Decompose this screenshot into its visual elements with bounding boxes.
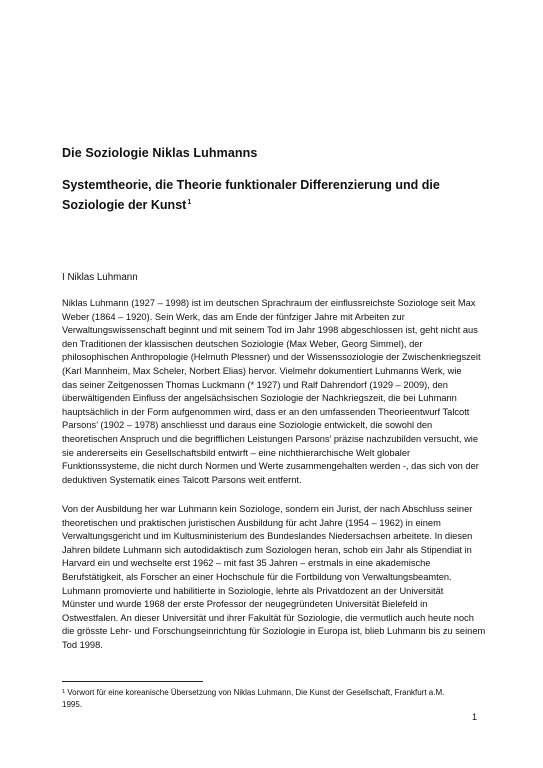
paragraph-line: überwältigenden Einfluss der angelsächsischen Soziologie der Nachkriegszeit, die bei Luhmann — [62, 393, 457, 404]
footnote-divider — [62, 681, 203, 682]
paragraph-line: das seiner Zeitgenossen Thomas Luckmann (* 1927) und Ralf Dahrendorf (1929 – 2009), den — [62, 379, 448, 390]
paragraph-line: Niklas Luhmann (1927 – 1998) ist im deutschen Sprachraum der einflussreichste Soziologe seit Max — [62, 298, 476, 308]
paragraph-2 — [62, 503, 487, 653]
paragraph-line: Verwaltungsgericht und im Kultusministerium des Bundeslandes Niedersachsen arbeitete. In diesen — [62, 531, 473, 542]
paragraph-line: (Karl Mannheim, Max Scheler, Norbert Elias) hervor. Vielmehr dokumentiert Luhmanns Werk, wie — [62, 365, 462, 376]
paragraph-line: den Traditionen der klassischen deutschen Soziologie (Max Weber, Georg Simmel), der — [62, 338, 423, 349]
paragraph-line: Luhmann promovierte und habilitierte in Soziologie, lehrte als Privatdozent an der Universität — [62, 585, 444, 596]
paragraph-line: die grösste Lehr- und Forschungseinrichtung für Soziologie in Europa ist, blieb Luhmann bis zu seinem — [62, 626, 486, 637]
footnote — [62, 687, 502, 710]
paragraph-line: theoretischen und praktischen juristischen Ausbildung für acht Jahre (1954 – 1962) in einem — [62, 517, 441, 528]
footnote-text: Vorwort für eine koreanische Übersetzung von Niklas Luhmann, Die Kunst der Gesellschaft, Frankfurt a.M. — [65, 688, 445, 697]
paragraph-line: theoretischen Anspruch und die begrifflichen Leistungen Parsons’ präzise nachzubilden versucht, wie — [62, 433, 479, 444]
paragraph-line: Berufstätigkeit, als Forscher an einer Hochschule für die Fortbildung von Verwaltungsbeamten. — [62, 571, 452, 582]
paragraph-line: Weber (1864 – 1920). Sein Werk, das am Ende der fünfziger Jahre mit Arbeiten zur — [62, 311, 405, 322]
paragraph-line: Verwaltungswissenschaft beginnt und mit seinem Tod im Jahr 1998 abgeschlossen ist, geht nicht aus — [62, 325, 478, 336]
document-subtitle — [62, 175, 482, 215]
paragraph-line: Münster und wurde 1968 der erste Professor der neugegründeten Universität Bielefeld in — [62, 599, 428, 610]
footnote-marker: 1 — [62, 689, 66, 695]
paragraph-line: Parsons’ (1902 – 1978) anschliesst und daraus eine Soziologie entwickelt, die sowohl den — [62, 420, 433, 431]
footnote-reference[interactable]: 1 — [187, 199, 192, 206]
paragraph-line: Jahren bildete Luhmann sich autodidaktisch zum Soziologen heran, schob ein Jahr als Stipendiat in — [62, 544, 472, 555]
paragraph-1 — [62, 297, 487, 487]
subtitle-text: Systemtheorie, die Theorie funktionaler Differenzierung und die Soziologie der Kunst — [62, 178, 440, 212]
paragraph-line: Von der Ausbildung her war Luhmann kein Soziologe, sondern ein Jurist, der nach Abschluss seiner — [62, 504, 473, 514]
document-title: Die Soziologie Niklas Luhmanns — [62, 146, 258, 160]
paragraph-line: philosophischen Anthropologie (Helmuth Plessner) und der Wissenssoziologie der Zwischenkriegszeit — [62, 352, 481, 363]
paragraph-line: deduktiven Systematik eines Talcott Parsons weit entfernt. — [62, 474, 302, 485]
footnote-text-continued: 1995. — [62, 699, 83, 709]
paragraph-line: Ostwestfalen. An dieser Universität und ihrer Fakultät für Soziologie, die vermutlich auch heute noch — [62, 612, 474, 623]
paragraph-line: Tod 1998. — [62, 639, 103, 650]
section-heading: I Niklas Luhmann — [62, 272, 138, 283]
paragraph-line: Funktionssysteme, die nicht durch Normen und Werte zusammengehalten werden -, das sich von der — [62, 461, 479, 472]
paragraph-line: sie andererseits ein Gesellschaftsbild entwirft – eine nichthierarchische Welt globaler — [62, 447, 411, 458]
paragraph-line: Harvard ein und wechselte erst 1962 – mit fast 35 Jahren – erstmals in eine akademische — [62, 558, 431, 569]
page-number: 1 — [472, 712, 478, 722]
paragraph-line: hauptsächlich in der Form aufgenommen wird, dass er an den umfassenden Theorieentwurf Talcott — [62, 406, 470, 417]
